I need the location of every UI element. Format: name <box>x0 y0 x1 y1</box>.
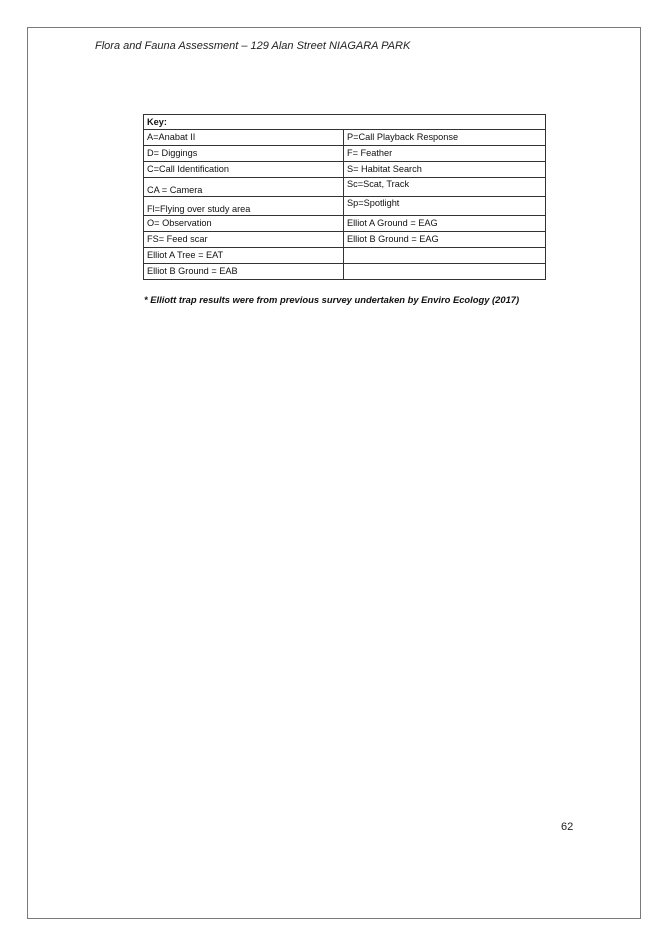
table-row <box>144 178 546 197</box>
table-row <box>144 248 546 264</box>
footnote: * Elliott trap results were from previous survey undertaken by Enviro Ecology (2017) <box>144 294 520 305</box>
table-row <box>144 130 546 146</box>
table-row <box>144 115 546 130</box>
key-table <box>143 114 546 280</box>
table-row <box>144 232 546 248</box>
table-cell: CA = Camera <box>144 178 344 197</box>
table-cell: F= Feather <box>344 146 546 162</box>
table-row <box>144 146 546 162</box>
table-cell: C=Call Identification <box>144 162 344 178</box>
table-row <box>144 197 546 216</box>
table-cell: Sc=Scat, Track <box>344 178 546 197</box>
table-cell: Fl=Flying over study area <box>144 197 344 216</box>
table-cell: Elliot A Ground = EAG <box>344 216 546 232</box>
table-cell: Elliot A Tree = EAT <box>144 248 344 264</box>
table-cell: FS= Feed scar <box>144 232 344 248</box>
table-cell <box>344 264 546 280</box>
page-number: 62 <box>561 821 574 833</box>
table-cell: D= Diggings <box>144 146 344 162</box>
page-header: Flora and Fauna Assessment – 129 Alan Street NIAGARA PARK <box>95 40 411 52</box>
table-cell: A=Anabat II <box>144 130 344 146</box>
table-cell: S= Habitat Search <box>344 162 546 178</box>
table-row <box>144 162 546 178</box>
table-cell: O= Observation <box>144 216 344 232</box>
key-heading: Key: <box>144 115 546 130</box>
table-cell: Elliot B Ground = EAB <box>144 264 344 280</box>
table-row <box>144 216 546 232</box>
table-cell: Sp=Spotlight <box>344 197 546 216</box>
table-cell: Elliot B Ground = EAG <box>344 232 546 248</box>
table-cell <box>344 248 546 264</box>
table-cell: P=Call Playback Response <box>344 130 546 146</box>
table-row <box>144 264 546 280</box>
